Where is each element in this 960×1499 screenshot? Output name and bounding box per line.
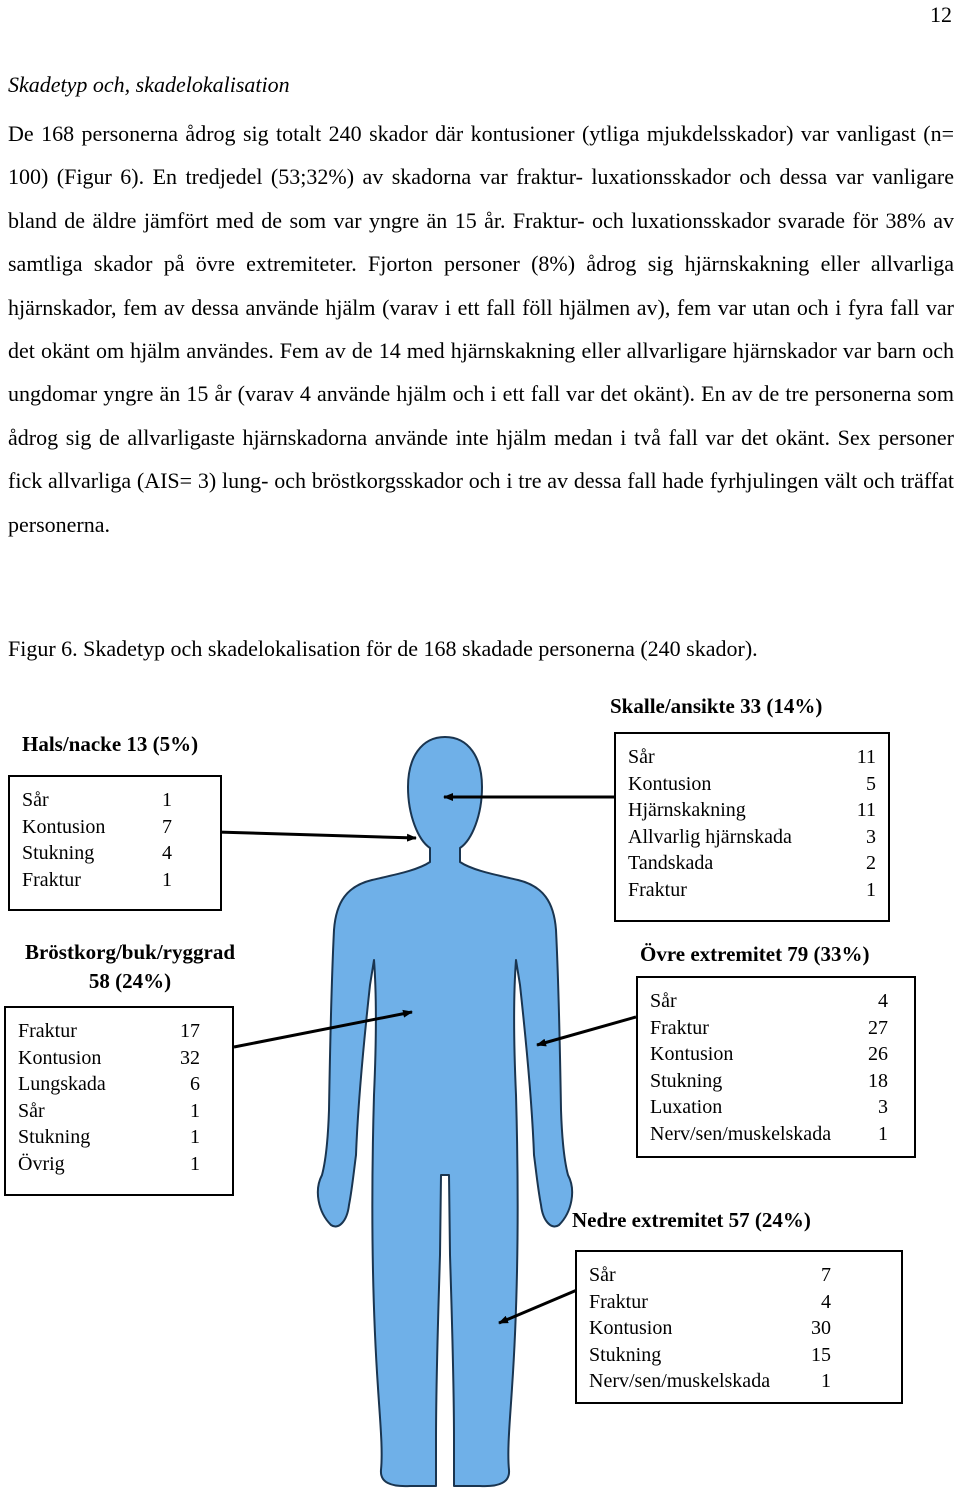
- list-item: Stukning 15: [589, 1343, 831, 1366]
- list-item: Nerv/sen/muskelskada 1: [650, 1122, 888, 1145]
- lower-extremity-region-title: Nedre extremitet 57 (24%): [572, 1208, 811, 1232]
- list-item: Luxation 3: [650, 1096, 888, 1118]
- list-item: Stukning 1: [18, 1126, 200, 1148]
- page-number: 12: [930, 2, 952, 27]
- list-item: Stukning 18: [650, 1069, 888, 1092]
- section-title: Skadetyp och, skadelokalisation: [8, 72, 290, 97]
- torso-region-title: [4, 940, 256, 994]
- list-item: Sår 7: [589, 1264, 831, 1286]
- list-item: Hjärnskakning 11: [628, 799, 876, 821]
- list-item: Fraktur 4: [589, 1290, 831, 1313]
- list-item: Fraktur 1: [628, 878, 876, 901]
- list-item: Fraktur 27: [650, 1016, 888, 1039]
- list-item: Kontusion 30: [589, 1317, 831, 1339]
- neck-region-title: Hals/nacke 13 (5%): [22, 732, 199, 756]
- figure-caption: Figur 6. Skadetyp och skadelokalisation för de 168 skadade personerna (240 skador).: [8, 636, 758, 661]
- neck-region-box: [8, 775, 222, 911]
- neck-arrow: [216, 832, 416, 838]
- list-item: Fraktur 17: [18, 1020, 200, 1042]
- list-item: Allvarlig hjärnskada 3: [628, 825, 876, 848]
- list-item: Sår 1: [18, 1099, 200, 1122]
- list-item: Kontusion 32: [18, 1046, 200, 1069]
- list-item: Lungskada 6: [18, 1073, 200, 1095]
- list-item: Kontusion 26: [650, 1043, 888, 1065]
- upper-extremity-region-title: Övre extremitet 79 (33%): [640, 942, 870, 966]
- list-item: Kontusion 5: [628, 772, 876, 795]
- list-item: Sår 4: [650, 990, 888, 1012]
- human-silhouette: [318, 737, 572, 1486]
- head-region-title: Skalle/ansikte 33 (14%): [610, 694, 823, 718]
- torso-title-line1: Bröstkorg/buk/ryggrad: [24, 940, 236, 964]
- torso-region-box: [4, 1006, 234, 1196]
- list-item: Fraktur 1: [22, 868, 172, 891]
- upper-extremity-region-box: [636, 976, 916, 1158]
- head-region-box: [614, 732, 890, 922]
- lower-extremity-region-box: [575, 1250, 903, 1404]
- torso-title-line2: 58 (24%): [88, 969, 172, 993]
- list-item: Kontusion 7: [22, 815, 172, 838]
- list-item: Tandskada 2: [628, 852, 876, 874]
- list-item: Nerv/sen/muskelskada 1: [589, 1370, 831, 1392]
- list-item: Sår 1: [22, 789, 172, 811]
- list-item: Sår 11: [628, 746, 876, 768]
- list-item: Stukning 4: [22, 842, 172, 864]
- list-item: Övrig 1: [18, 1152, 200, 1175]
- body-paragraph: De 168 personerna ådrog sig totalt 240 skador där kontusioner (ytliga mjukdelsskador) var vanligast (n= 100) (Figur 6). En tredjedel (53;32%) av skadorna var fraktur- luxationsskador och dessa var vanligare bland de äldre jämfört med de som var yngre än 15 år. Fraktur- och luxationsskador svarade för 38% av samtliga skador på övre extremiteter. Fjorton personer (8%) ådrog sig hjärnskakning eller allvarliga hjärnskador, fem av dessa använde hjälm (varav i ett fall föll hjälmen av), fem var utan och i fyra fall var det okänt om hjälm användes. Fem av de 14 med hjärnskakning eller allvarligare hjärnskador var barn och ungdomar yngre än 15 år (varav 4 använde hjälm och i ett fall var det okänt). En av de tre personerna som ådrog sig de allvarligaste hjärnskadorna använde inte hjälm medan i två fall var det okänt. Sex personer fick allvarliga (AIS= 3) lung- och bröstkorgsskador och i tre av dessa fall hade fyrhjulingen vält och träffat personerna.: [8, 121, 954, 537]
